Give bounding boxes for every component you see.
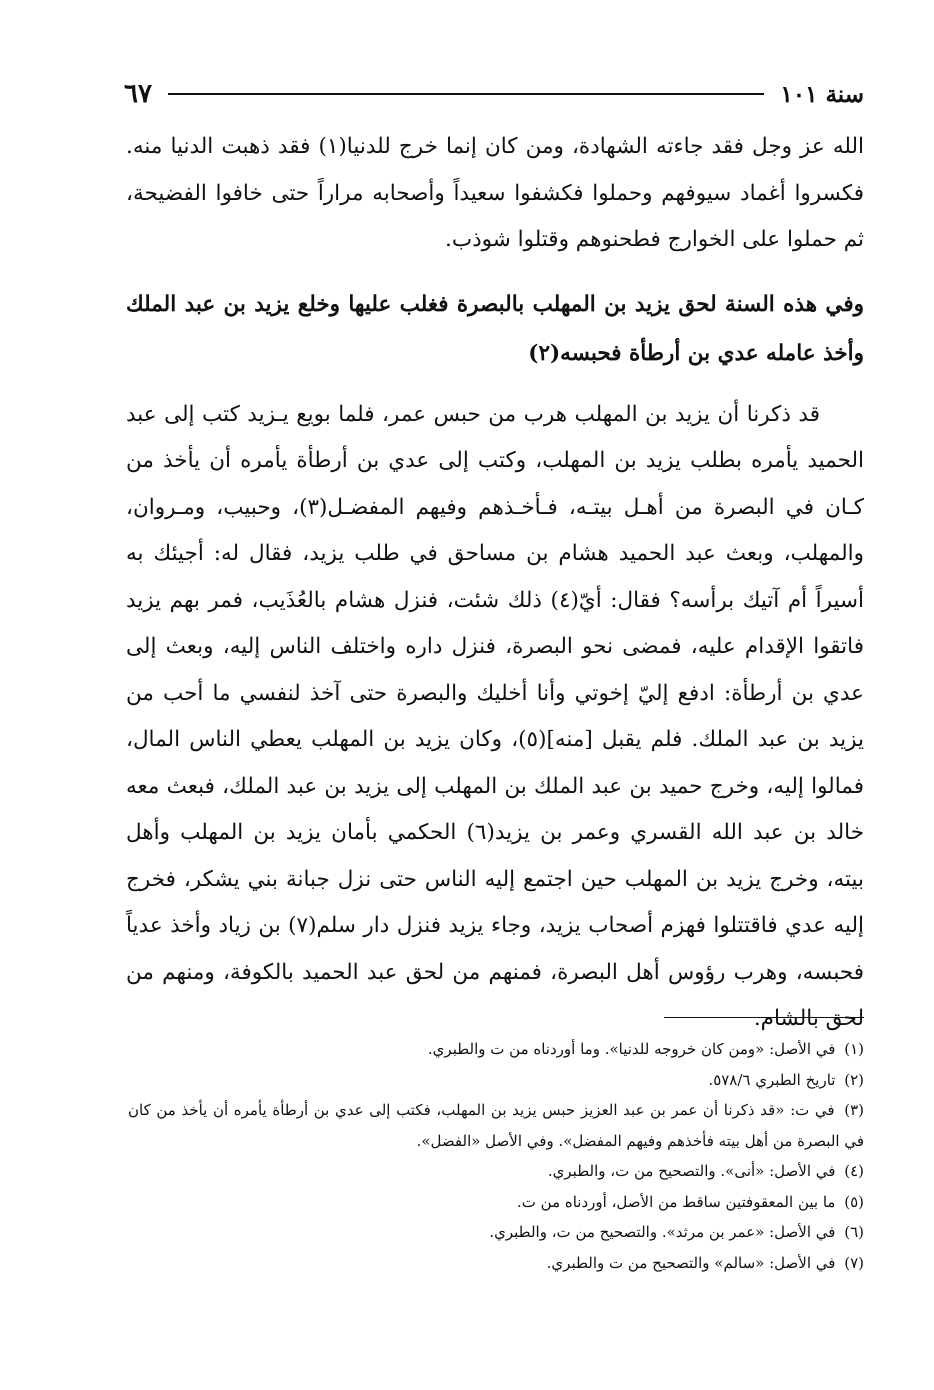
footnote-4: [128, 1156, 864, 1187]
page-number: ٦٧: [124, 79, 152, 109]
running-title: سنة ١٠١: [780, 80, 864, 108]
footnotes: [128, 1034, 864, 1278]
footnote-text: ما بين المعقوفتين ساقط من الأصل، أوردناه من ت.: [517, 1192, 836, 1211]
footnote-text: في الأصل: «أنى». والتصحيح من ت، والطبري.: [547, 1162, 836, 1180]
main-text: [126, 124, 864, 1043]
footnote-3: [128, 1095, 864, 1156]
footnote-number: (٧): [844, 1253, 864, 1272]
footnote-text: في الأصل: «عمر بن مرثد». والتصحيح من ت، والطبري.: [489, 1223, 836, 1241]
section-heading: وفي هذه السنة لحق يزيد بن المهلب بالبصرة فغلب عليها وخلع يزيد بن عبد الملك وأخذ عامله عدي بن أرطأة فحبسه(٢): [126, 291, 864, 366]
footnote-separator: [664, 1017, 864, 1018]
footnote-1: [128, 1034, 864, 1065]
footnote-5: [128, 1187, 864, 1218]
footnote-text: تاريخ الطبري ٥٧٨/٦.: [708, 1070, 836, 1089]
footnote-2: [128, 1065, 864, 1096]
running-header: [124, 74, 864, 114]
footnote-number: (١): [844, 1040, 864, 1058]
header-rule: [168, 93, 764, 95]
footnote-number: (٣): [844, 1101, 864, 1119]
footnote-7: [128, 1248, 864, 1279]
footnote-text: في ت: «قد ذكرنا أن عمر بن عبد العزيز حبس يزيد بن المهلب، فكتب إلى عدي بن أرطأة يأمره أن يأخذ من كان في البصرة من أهل بيته فأخذهم وفيهم المفضل». وفي الأصل «الفضل».: [128, 1101, 864, 1150]
footnote-number: (٢): [844, 1070, 864, 1089]
footnote-number: (٤): [844, 1162, 864, 1180]
footnote-number: (٥): [844, 1192, 864, 1211]
footnote-6: [128, 1217, 864, 1248]
paragraph-continuation: الله عز وجل فقد جاءته الشهادة، ومن كان إنما خرج للدنيا(١) فقد ذهبت الدنيا منه. فكسروا أغماد سيوفهم وحملوا فكشفوا سعيداً وأصحابه مراراً حتى خافوا الفضيحة، ثم حملوا على الخوارج فطحنوهم وقتلوا شوذب.: [126, 134, 864, 252]
footnote-number: (٦): [844, 1223, 864, 1241]
paragraph-narrative: قد ذكرنا أن يزيد بن المهلب هرب من حبس عمر، فلما بويع يـزيد كتب إلى عبد الحميد يأمره بطلب يزيد بن المهلب، وكتب إلى عدي بن أرطأة يأمره أن يأخذ من كـان في البصرة من أهـل بيتـه، فـأخـذهم وفيهم المفضـل(٣)، وحبيب، ومـروان، والمهلب، وبعث عبد الحميد هشام بن مساحق في طلب يزيد، فقال له: أجيئك به أسيراً أم آتيك برأسه؟ فقال: أيّ(٤) ذلك شئت، فنزل هشام بالعُذَيب، فمر بهم يزيد فاتقوا الإقدام عليه، فمضى نحو البصرة، فنزل داره واختلف الناس إليه، وبعث إلى عدي بن أرطأة: ادفع إليّ إخوتي وأنا أخليك والبصرة حتى آخذ لنفسي ما أحب من يزيد بن عبد الملك. فلم يقبل [منه](٥)، وكان يزيد بن المهلب يعطي الناس المال، فمالوا إليه، وخرج حميد بن عبد الملك بن المهلب إلى يزيد بن عبد الملك، فبعث معه خالد بن عبد الله القسري وعمر بن يزيد(٦) الحكمي بأمان يزيد بن المهلب وأهل بيته، وخرج يزيد بن المهلب حين اجتمع إليه الناس حتى نزل جبانة بني يشكر، فخرج إليه عدي فاقتتلوا فهزم أصحاب يزيد، وجاء يزيد فنزل دار سلم(٧) بن زياد وأخذ عدياً فحبسه، وهرب رؤوس أهل البصرة، فمنهم من لحق عبد الحميد بالكوفة، ومنهم من لحق بالشام.: [126, 401, 864, 1031]
footnote-text: في الأصل: «سالم» والتصحيح من ت والطبري.: [546, 1253, 836, 1272]
footnote-text: في الأصل: «ومن كان خروجه للدنيا». وما أوردناه من ت والطبري.: [427, 1040, 836, 1058]
